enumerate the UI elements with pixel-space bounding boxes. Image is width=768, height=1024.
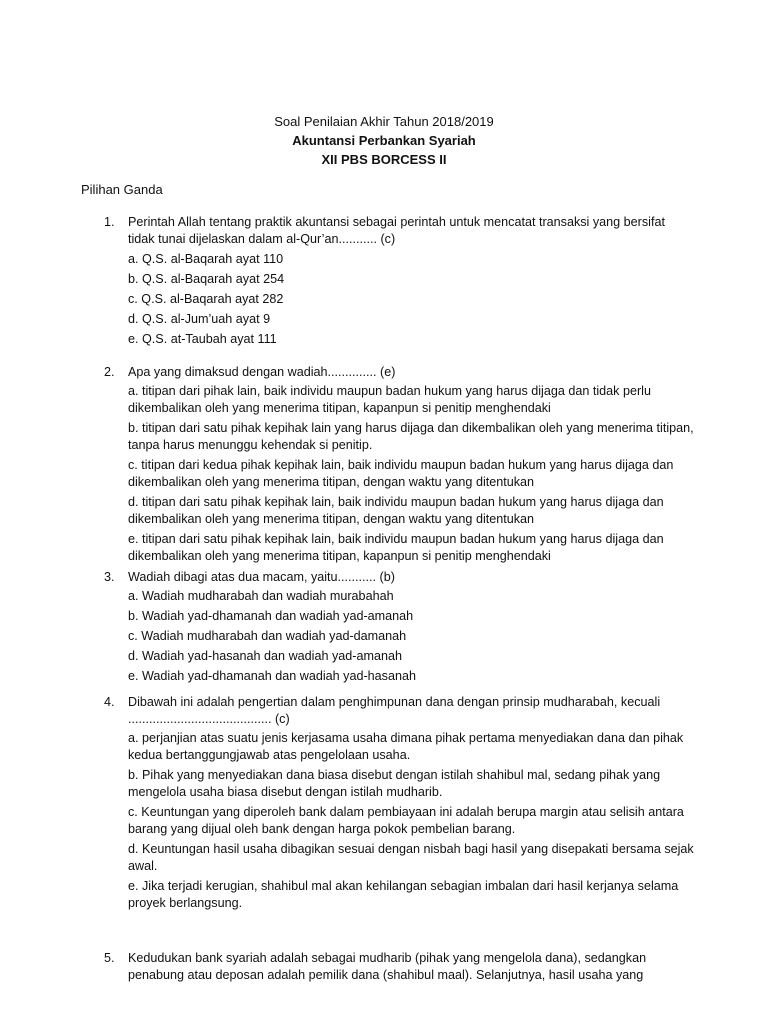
option-e: e. Q.S. at-Taubah ayat 111	[128, 332, 277, 346]
option-a: a. Wadiah mudharabah dan wadiah murabahah	[128, 589, 394, 603]
class-title: XII PBS BORCESS II	[321, 152, 447, 167]
option-e: e. titipan dari satu pihak kepihak lain, baik individu maupun badan hukum yang harus dijaga dan dikembalikan oleh yang menerima titipan, kapanpun si penitip menghendaki	[128, 532, 664, 563]
option-e: e. Wadiah yad-dhamanah dan wadiah yad-hasanah	[128, 669, 416, 683]
option-d: d. titipan dari satu pihak kepihak lain, baik individu maupun badan hukum yang harus dijaga dan dikembalikan oleh yang menerima titipan, dengan waktu yang ditentukan	[128, 495, 664, 526]
option-c: c. titipan dari kedua pihak kepihak lain, baik individu maupun badan hukum yang harus dijaga dan dikembalikan oleh yang menerima titipan, dengan waktu yang ditentukan	[128, 458, 674, 489]
question-1	[104, 214, 694, 348]
question-2	[104, 364, 694, 565]
option-c: c. Q.S. al-Baqarah ayat 282	[128, 292, 284, 306]
question-number: 4.	[104, 695, 115, 709]
exam-title: Soal Penilaian Akhir Tahun 2018/2019	[274, 114, 494, 129]
option-b: b. Pihak yang menyediakan dana biasa disebut dengan istilah shahibul mal, sedang pihak yang mengelola usaha biasa disebut dengan istilah mudharib.	[128, 768, 661, 799]
question-stem: Kedudukan bank syariah adalah sebagai mudharib (pihak yang mengelola dana), sedangkan penabung atau deposan adalah pemilik dana (shahibul maal). Selanjutnya, hasil usaha yang	[128, 951, 647, 982]
question-stem: Dibawah ini adalah pengertian dalam penghimpunan dana dengan prinsip mudharabah, kecuali ......................................... (c)	[128, 695, 661, 726]
option-d: d. Keuntungan hasil usaha dibagikan sesuai dengan nisbah bagi hasil yang disepakati bersama sejak awal.	[128, 842, 694, 873]
option-d: d. Wadiah yad-hasanah dan wadiah yad-amanah	[128, 649, 402, 663]
question-number: 3.	[104, 570, 115, 584]
option-a: a. titipan dari pihak lain, baik individu maupun badan hukum yang harus dijaga dan tidak perlu dikembalikan oleh yang menerima titipan, kapanpun si penitip menghendaki	[128, 384, 651, 415]
option-b: b. Wadiah yad-dhamanah dan wadiah yad-amanah	[128, 609, 414, 623]
section-title: Pilihan Ganda	[81, 182, 163, 197]
question-5	[104, 950, 694, 986]
question-number: 5.	[104, 951, 115, 965]
question-4	[104, 694, 694, 912]
option-c: c. Wadiah mudharabah dan wadiah yad-damanah	[128, 629, 407, 643]
option-b: b. titipan dari satu pihak kepihak lain yang harus dijaga dan dikembalikan oleh yang menerima titipan, tanpa harus menunggu kehendak si penitip.	[128, 421, 694, 452]
subject-title: Akuntansi Perbankan Syariah	[292, 133, 476, 148]
question-number: 1.	[104, 215, 115, 229]
option-d: d. Q.S. al-Jum’uah ayat 9	[128, 312, 271, 326]
question-stem: Wadiah dibagi atas dua macam, yaitu........... (b)	[128, 570, 395, 584]
question-number: 2.	[104, 365, 115, 379]
option-e: e. Jika terjadi kerugian, shahibul mal akan kehilangan sebagian imbalan dari hasil kerjanya selama proyek berlangsung.	[128, 879, 679, 910]
option-a: a. Q.S. al-Baqarah ayat 110	[128, 252, 284, 266]
question-stem: Apa yang dimaksud dengan wadiah.............. (e)	[128, 365, 396, 379]
option-c: c. Keuntungan yang diperoleh bank dalam pembiayaan ini adalah berupa margin atau selisih antara barang yang dijual oleh bank dengan harga pokok pembelian barang.	[128, 805, 684, 836]
document-header	[0, 112, 768, 169]
option-a: a. perjanjian atas suatu jenis kerjasama usaha dimana pihak pertama menyediakan dana dan pihak kedua bertanggungjawab atas pengelolaan usaha.	[128, 731, 684, 762]
option-b: b. Q.S. al-Baqarah ayat 254	[128, 272, 285, 286]
question-3	[104, 569, 694, 685]
question-stem: Perintah Allah tentang praktik akuntansi sebagai perintah untuk mencatat transaksi yang bersifat tidak tunai dijelaskan dalam al-Qur’an........... (c)	[128, 215, 665, 246]
